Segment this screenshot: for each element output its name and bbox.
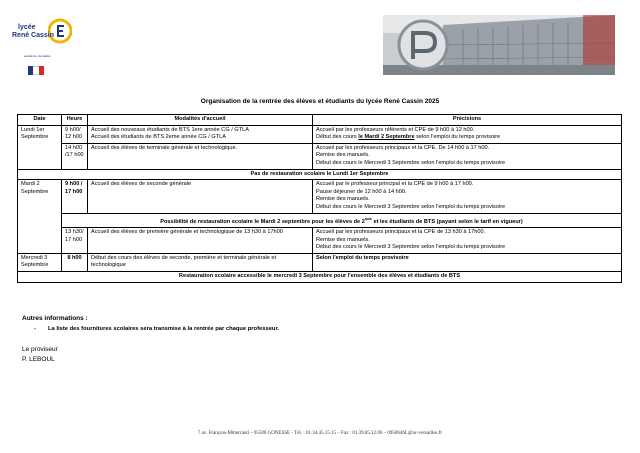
table-row <box>18 253 622 271</box>
time-cell: 13 h30/ 17 h00 <box>62 227 88 253</box>
time-cell: 9 h00/ 12 h00 <box>62 125 88 143</box>
cell-line: Remise des manuels. <box>316 152 370 159</box>
cell-line: Pause déjeuner de 12 h00 à 14 h00. <box>316 188 407 195</box>
cell-text: Début des cours <box>316 134 359 141</box>
merged-note-row <box>62 213 622 227</box>
table-row <box>18 227 622 253</box>
column-header: Date <box>18 115 62 126</box>
document-title: Organisation de la rentrée des élèves et étudiants du lycée René Cassin 2025 <box>200 98 440 105</box>
modalites-cell <box>88 125 313 143</box>
merged-note-text: et les étudiants de BTS (payant selon le tarif en vigueur) <box>371 218 523 225</box>
time-cell: 14 h00 /17 h00 <box>62 143 88 169</box>
table-row <box>18 125 622 143</box>
logo-text-lycee: lycée <box>18 24 36 31</box>
cell-line: Accueil par les professeurs principaux et la CPE de 13 h30 à 17h00. <box>316 228 486 235</box>
time-cell: 9 h00 / 17 h00 <box>62 180 88 213</box>
other-info-item <box>34 326 279 332</box>
other-info-heading: Autres informations : <box>22 315 88 322</box>
other-info-text: La liste des fournitures scolaires sera transmise à la rentrée par chaque professeur. <box>48 326 280 332</box>
table-row <box>18 180 622 213</box>
table-header-row <box>18 115 622 126</box>
logo-text-name: René Cassin <box>12 32 55 39</box>
school-logo <box>14 12 84 80</box>
modalites-cell: Accueil des élèves de terminale générale et technologique. <box>88 143 313 169</box>
cell-line: Accueil par les professeurs référents et CPE de 9 h00 à 12 h00. <box>316 126 475 133</box>
time-cell: 8 h00 <box>62 253 88 271</box>
cell-line: Début des cours le Mercredi 3 Septembre selon l'emploi du temps provisoire <box>316 244 506 251</box>
signature-role: Le proviseur <box>22 346 58 353</box>
merged-note-text: Possibilité de restauration scolaire le Mardi 2 septembre pour les élèves de 2 <box>160 218 365 225</box>
table-row <box>18 213 622 227</box>
cell-line <box>316 134 618 142</box>
merged-note-row: Restauration scolaire accessible le mercredi 3 Septembre pour l'ensemble des élèves et étudiants de BTS <box>18 271 622 282</box>
column-header: Précisions <box>313 115 622 126</box>
column-header: Modalités d'accueil <box>88 115 313 126</box>
date-cell: Lundi 1er Septembre <box>18 125 62 169</box>
cell-line: Remise des manuels. <box>316 236 370 243</box>
precisions-cell <box>313 143 622 169</box>
precisions-cell <box>313 227 622 253</box>
cell-line: Accueil par le professeur principal et la CPE de 9 h00 à 17 h00. <box>316 181 474 188</box>
cell-text: selon l'emploi du temps provisoire <box>414 134 501 141</box>
cell-line: Accueil des étudiants de BTS 2eme année CG / GTLA <box>91 134 226 141</box>
table-row <box>18 271 622 282</box>
modalites-cell: Début des cours des élèves de seconde, première et terminale générale et technologique <box>88 253 313 271</box>
cell-line: Accueil par les professeurs principaux et la CPE. De 14 h00 à 17 h00. <box>316 144 490 151</box>
footer-address: 7 av. François-Mitterrand – 95500 GONESSE - Tél. : 01.34.45.15.15 – Fax : 01.39.85.12.06 – 0950646L@ac-versailles.fr <box>197 431 443 436</box>
precisions-cell: Selon l'emploi du temps provisoire <box>313 253 622 271</box>
date-cell: Mercredi 3 Septembre <box>18 253 62 271</box>
modalites-cell: Accueil des élèves de seconde générale <box>88 180 313 213</box>
building-photo <box>383 15 615 75</box>
cell-line: Accueil des nouveaux étudiants de BTS 1ere année CG / GTLA <box>91 126 249 133</box>
list-dash: - <box>34 326 36 332</box>
schedule-table <box>17 114 622 283</box>
signature-name: P. LEBOUL <box>22 356 55 363</box>
date-cell: Mardi 2 Septembre <box>18 180 62 254</box>
cell-line: Début des cours le Mercredi 3 Septembre selon l'emploi du temps provisoire <box>316 203 506 210</box>
cell-line: Remise des manuels. <box>316 196 370 203</box>
merged-note-sup: nde <box>364 215 372 221</box>
cell-text-emphasis: le Mardi 2 Septembre <box>358 134 415 141</box>
logo-e-icon <box>48 18 72 44</box>
precisions-cell <box>313 180 622 213</box>
cell-line: Début des cours le Mercredi 3 Septembre selon l'emploi du temps provisoire <box>316 159 506 166</box>
column-header: Heure <box>62 115 88 126</box>
modalites-cell: Accueil des élèves de première générale et technologique de 13 h30 à 17h00 <box>88 227 313 253</box>
republic-flag-icon <box>28 66 44 75</box>
table-row <box>18 169 622 180</box>
merged-note-row: Pas de restauration scolaire le Lundi 1er Septembre <box>18 169 622 180</box>
table-row <box>18 143 622 169</box>
precisions-cell <box>313 125 622 143</box>
academie-label: académie Versailles <box>24 54 51 58</box>
